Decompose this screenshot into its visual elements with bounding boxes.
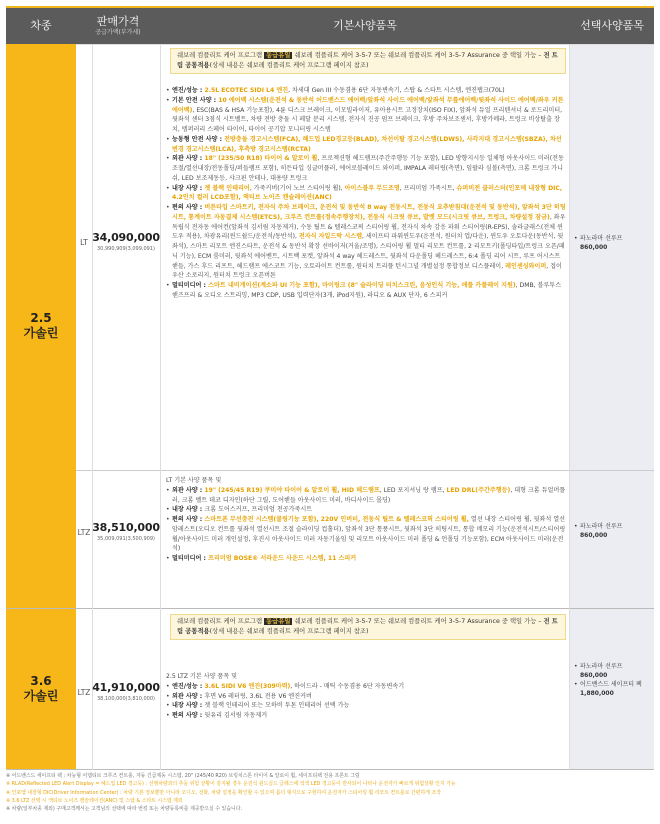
spec-active-safety: • 능동형 안전 사양 : 전방충돌 경고시스템(FCA), 헤드업 LED경고등(BLAD), 차선이탈 경고시스템(LDWS), 사각지대 경고시스템(SBZA), 차선변경 경고시스템(LCA), 후측방 경고시스템(RCTA) [166,135,566,155]
option-item: • 어드밴스드 세이프티 팩 [574,680,654,689]
spec-convenience: • 편의 사양 : 스마트폰 무선충전 시스템(쿨링기능 포함), 220V 인버터, 전동식 틸트 & 텔레스코픽 스티어링 휠, 열선 내장 스티어링 휠, 뒷좌석 열선 암레스트(오디오 컨트롤 뒷좌석 열선시트 조절 슬라이딩 컵홀더), 앞좌석 3단 통풍시트, 뒷좌석 3단 히팅시트, 통합 메모리 기능(운전석시트/스티어링휠/아웃사이드 미러 개인설정, 후진시 아웃사이드 미러 자동기울임 및 리모트 아웃사이드 미러 폴딩 & 언폴딩 기능포함), ECM 아웃사이드 미러(운전석) [166,515,566,554]
spec-multimedia: • 멀티미디어 : 스마트 내비게이션(계소파 UI 기능 포함), 마이링크 (8" 슬라이딩 터치스크린, 음성인식 기능, 애플 카플레이 지원), DMB, 블루투스 핸즈프리 & 오디오 스트리밍, MP3 CDP, USB 입력단자(3개, iPod지원), 라디오 & AUX 단자, 6 스피커 [166,281,566,301]
price-value: 41,910,000 [92,681,160,694]
header-engine: 차종 [6,8,76,44]
spec-interior: • 내장 사양 : 젯 블랙 인테리어, 가죽커버(기어 노브 스티어링 휠), 아이스블루 무드조명, 프리미엄 가죽시트, 슈퍼비전 클러스터(인포매 내장형 DIC, 4.2인치 컬러 LCD포함), 액티브 노이즈 캔슬레이션(ANC) [166,184,566,204]
price-value: 38,510,000 [92,521,160,534]
lt-basic-spec [166,86,566,301]
trim-label: LTZ [77,528,91,537]
option-list [574,522,654,540]
row-divider [76,44,654,45]
row-divider [6,769,654,770]
footnote: ※ 3.6 LTZ 선택 시 액티브 노이즈 캔슬레이션(ANC) 및 스탑 & 스타트 시스템 제외 [6,797,183,804]
supply-value: 38,100,000(3,810,000) [97,695,155,702]
spec-multimedia: • 멀티미디어 : 프리미엄 BOSE® 서라운드 사운드 시스템, 11 스피커 [166,554,566,564]
exclusive-tag: 동급유일 [266,618,291,625]
spec-convenience: • 편의 사양 : 버튼타입 스마트키, 전자식 주차 브레이크, 운전석 및 동반석 8 way 전동시트, 전동식 요추받침대(운전석 및 동반석), 앞좌석 3단 히팅시트, 통계이트 자동결제 시스템(ETCS), 크루즈 컨트롤(정속주행장치), 전동식 시크릿 큐브, 발렛 모드(시크릿 큐브, 트렁크, 차량설정 잠금), 좌우독립식 전자동 에어컨(앞좌석 김서림 자동제거), 수동 틸트 & 텔레스코픽 스티어링 휠, 전자식 차속 감응 파워 스티어링(R-EPS), 솔라글래스(전체 윈도우 적용), 차광유리(윈드쉴드/운전석/동반석), 전자식 자일드락 시스템, 세이프티 파워윈도우(운전석, 원터치 업/다운), 윈도우 오토다운(동반석, 뒷좌석), 스마트 리모트 엔진스타트, 운전석 & 동반석 확장 선바이저(거울/조명), 스티어링 휠 멀티 리모트 컨트롤, 2 리모트키(폴딩타입/트렁크 오픈/패닉 기능), ECM 룸미러, 뒷좌석 에어벤트, 시트백 포켓, 앞좌석 4 way 헤드레스트, 뒷좌석 다운폴딩 헤드레스트, 6:4 폴딩 리어 시트, 루프 어시스트 핸들, 가스 후드 리프트, 헤드램프 에스코트 기능, 오토라이트 컨트롤, 원터치 트리플 턴시그널 개별설정 통합정보 디스플레이, 레인센싱와이퍼, 접이우산 소로리지, 원터치 트렁크 오픈버튼 [166,203,566,281]
spec-interior: • 내장 사양 : 젯 블랙 인테리어 또는 모하비 투톤 인테리어 선택 가능 [166,701,566,711]
row-divider [76,470,654,471]
option-list [574,234,654,252]
engine-cell-3-6: 3.6 가솔린 [6,608,76,770]
header-option: 선택사양품목 [570,8,654,44]
price-block [92,520,160,543]
col-divider [160,44,161,770]
v6-basic-spec [166,672,566,721]
option-item: • 파노라마 선루프 [574,662,654,671]
spec-intro: LT 기본 사양 품목 및 [166,477,222,484]
spec-exterior: • 외관 사양 : 18" (235/50 R18) 타이어 & 알로이 휠, 프로젝션형 헤드램프(주간주행등 기능 포함), LED 방향지시등 일체형 아웃사이드 미러(전동조절/열선내장/전동폴딩/퍼들램프 포함), 히든타입 싱글머플러, 에어로블레이드 와이퍼, IMPALA 레터링(측면), 임팔라 심볼(측면), 크롬 트렁크 가니쉬, LED 보조제동등, 샤크핀 안테나, 대용량 트렁크 [166,154,566,183]
option-price: 860,000 [580,244,608,251]
spec-interior: • 내장 사양 : 크롬 도어스커프, 프리미엄 천공가죽시트 [166,505,566,515]
price-block [92,680,160,703]
complete-care-notice: 쉐보레 컴플리트 케어 프로그램 동급유일 쉐보레 컴플리트 케어 3-5-7 또는 쉐보레 컴플리트 케어 3-5-7 Assurance 중 택일 가능 – 전 트림 공통적용(상세 내용은 쉐보레 컴플리트 케어 프로그램 페이지 참조) [170,48,566,74]
ltz-basic-spec [166,476,566,564]
price-block [92,230,160,253]
col-divider [569,44,570,770]
header-price: 판매가격 공급가액(부가세) [76,8,160,44]
price-value: 34,090,000 [92,231,160,244]
engine-cell-2-5: 2.5 가솔린 [6,44,76,608]
footnote: ※ 어드밴스드 세이프티 팩 : 차능형 어댑티브 크루즈 컨트롤, 자동 긴급제동 시스템, 20" (245/40 R20) 브링치스톤 타이어 & 알로이 휠, 세이프티팩 전용 프론트 그릴 [6,773,360,779]
price-table [6,6,654,768]
spec-convenience: • 편의 사양 : 뒷유리 김서림 자동제거 [166,711,566,721]
option-price: 1,880,000 [580,690,614,697]
header-basic: 기본사양품목 [160,8,570,44]
option-price: 860,000 [580,672,608,679]
trim-label: LT [80,238,88,247]
spec-engine: • 엔진/성능 : 2.5L ECOTEC SIDI L4 엔진, 차세대 Gen III 수동겸용 6단 자동변속기, 스탑 & 스타트 시스템, 엔진탭크(70L) [166,86,566,96]
row-divider [6,608,654,609]
footnote: ※ 인포맵 내장형 DIC(Driver Information Center) : 차량 기본 정보뿐만 아니라 오디오, 전화, 차량 설정을 확인할 수 있으며 몸더 형식으로 구현하여 운전자가 스티어링 휠 리모트 컨트롤로 간편하게 조작 [6,789,441,796]
col-divider [92,44,93,770]
spec-exterior: • 외관 사양 : 19" (245/45 R19) 쿠미야 타이어 & 알로이 휠, HID 헤드램프, LED 포지셔닝 랑 램프, LED DRL(주간주행등), 대형 크롬 듀얼머플러, 크롬 벨트 데코 디자인(하단 그릴, 도어핸들 아웃사이드 미러, 바디사이드 몰딩) [166,486,566,506]
spec-engine: • 엔진/성능 : 3.6L SIDI V6 엔진(309마력), 하이드라 - 매틱 수동겸용 6단 자동변속기 [166,682,566,692]
spec-intro: 2.5 LTZ 기본 사양 품목 및 [166,673,238,680]
spec-safety: • 기본 안전 사양 : 10 에어백 시스템(운전석 & 동반석 어드밴스드 에어백/앞좌석 사이드 에어백/앞좌석 무릎에어백/뒷좌석 사이드 에어백/좌우 커튼 에어백), ESC(BAS & HSA 기능포함), 4륜 디스크 브레이크, 이모빌라이저, 유아용시트 고정장치(ISO FIX), 앞좌석 듀얼 프리텐셔너 & 로드리미터, 뒷좌석 센터 3점식 시트벨트, 차량 전방 충돌 시 페달 분리 시스템, 전자식 진공 펌프 브레이크, 후방 주차보조센서, 후방카메라, 트렁크 비상탈출 장치, 템퍼러리 스페어 타이어, 타이어 공기압 모니터링 시스템 [166,96,566,135]
exclusive-tag: 동급유일 [266,52,291,59]
complete-care-notice: 쉐보레 컴플리트 케어 프로그램 동급유일 쉐보레 컴플리트 케어 3-5-7 또는 쉐보레 컴플리트 케어 3-5-7 Assurance 중 택일 가능 – 전 트림 공통적용(상세 내용은 쉐보레 컴플리트 케어 프로그램 페이지 참조) [170,614,566,640]
supply-value: 35,009,091(3,500,909) [97,535,155,542]
option-list [574,662,654,698]
footnotes [6,772,654,814]
option-price: 860,000 [580,532,608,539]
option-item: • 파노라마 선루프 [574,234,654,243]
footnote: ※ RLAD(Reflected LED Alert Display = 헤드업 LED 경고등) : 선행차량과의 추돌 위험 상황이 감지될 경우 운전석 윈드실드 글래스에 적색 LED 경고등이 반사되어 나타나 운전자가 빠르게 위험상황 인지 가능 [6,781,456,788]
trim-label: LTZ [77,688,91,697]
footnote: ※ 차량(일부차종 제외) 구매고객께서는 고객님의 선택에 따라 번킹 또는 차량등록비를 제공받으실 수 있습니다. [6,806,242,813]
option-item: • 파노라마 선루프 [574,522,654,531]
supply-value: 30,990,909(3,099,091) [97,245,155,252]
spec-exterior: • 외관 사양 : 후면 V6 레터링, 3.6L 전용 V6 엔진커버 [166,692,566,702]
